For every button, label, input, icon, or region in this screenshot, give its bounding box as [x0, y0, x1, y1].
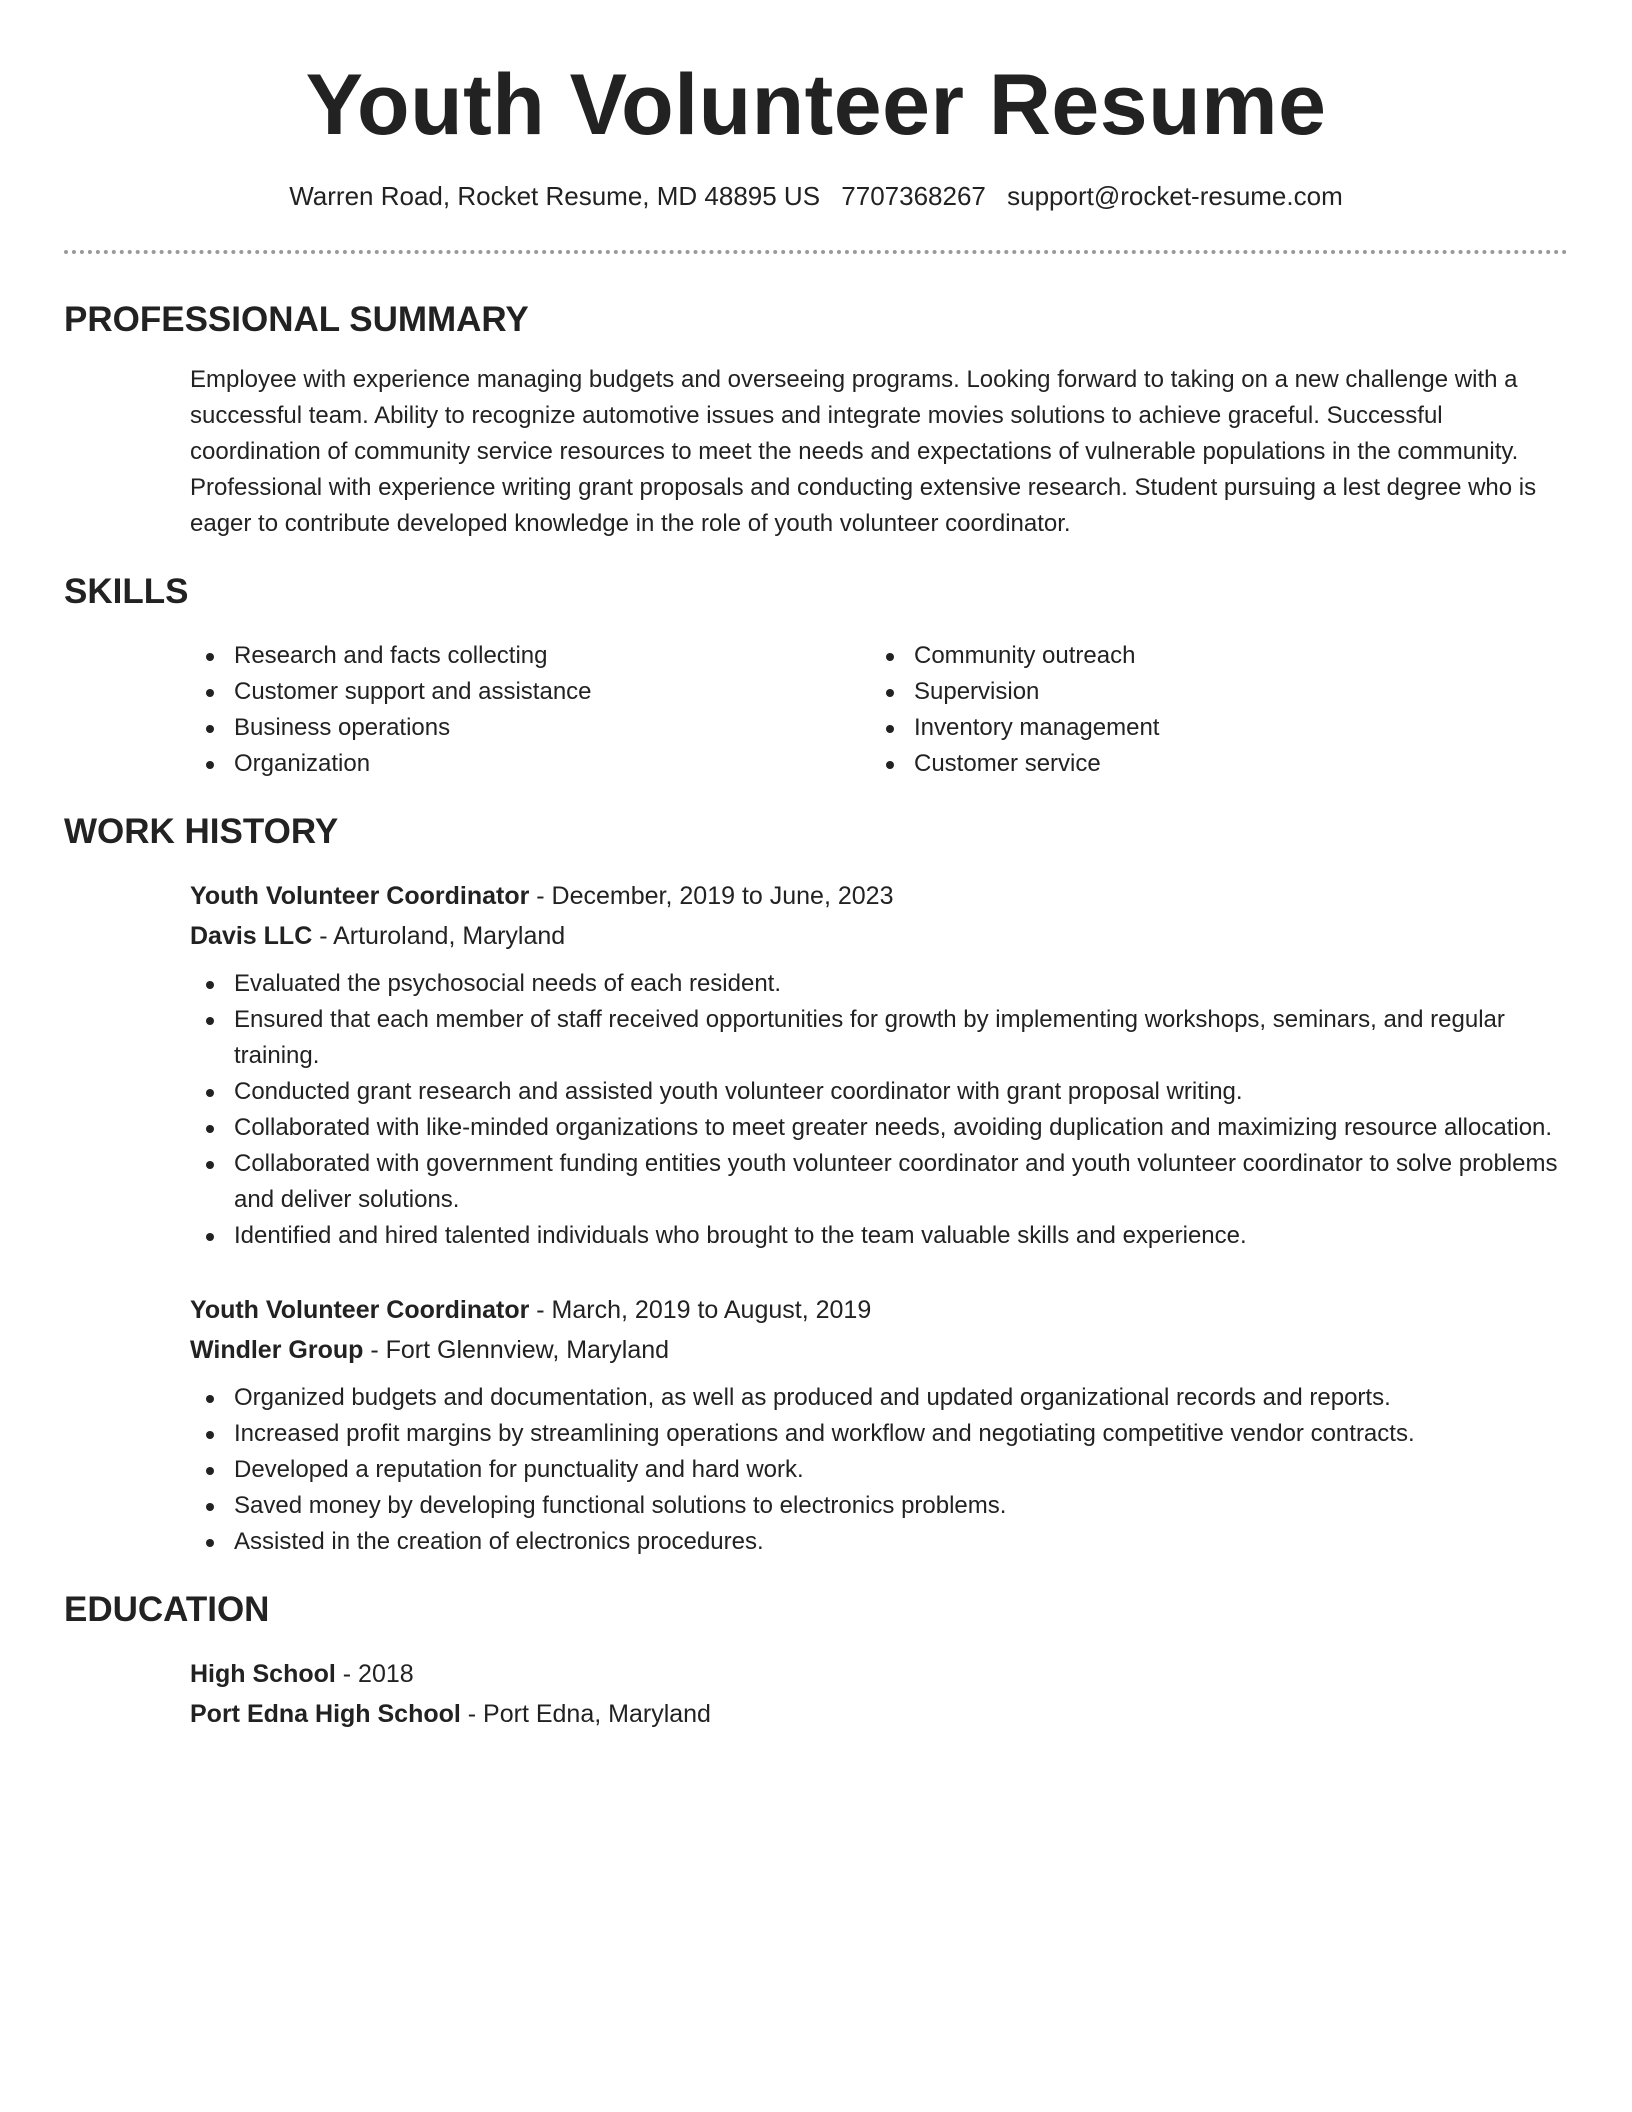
- job-bullet: Ensured that each member of staff received opportunities for growth by implementing workshops, seminars, and regular training.: [190, 1002, 1568, 1074]
- skill-item: Customer service: [870, 746, 1568, 782]
- section-title-summary: PROFESSIONAL SUMMARY: [64, 300, 529, 339]
- education-school: Port Edna High School: [190, 1700, 461, 1728]
- job-title-line: [190, 876, 1568, 916]
- job-entry: [190, 1290, 1568, 1560]
- skill-item: Business operations: [190, 710, 870, 746]
- skill-item: Research and facts collecting: [190, 638, 870, 674]
- education-school-line: [190, 1694, 1568, 1734]
- job-bullet: Collaborated with government funding entities youth volunteer coordinator and youth volunteer coordinator to solve problems and deliver solutions.: [190, 1146, 1568, 1218]
- job-title: Youth Volunteer Coordinator: [190, 1296, 530, 1324]
- summary-text: Employee with experience managing budgets and overseeing programs. Looking forward to taking on a new challenge with a successful team. Ability to recognize automotive issues and integrate movies solutions to achieve graceful. Successful coordination of community service resources to meet the needs and expectations of vulnerable populations in the community. Professional with experience writing grant proposals and conducting extensive research. Student pursuing a lest degree who is eager to contribute developed knowledge in the role of youth volunteer coordinator.: [190, 366, 1537, 537]
- job-location: - Arturoland, Maryland: [312, 922, 566, 950]
- job-company-line: [190, 916, 1568, 956]
- contact-line: [64, 180, 1568, 220]
- section-title-skills: SKILLS: [64, 572, 189, 611]
- skill-item: Inventory management: [870, 710, 1568, 746]
- job-bullet: Increased profit margins by streamlining operations and workflow and negotiating competitive vendor contracts.: [190, 1416, 1568, 1452]
- contact-address: Warren Road, Rocket Resume, MD 48895 US: [289, 181, 821, 211]
- contact-phone: 7707368267: [841, 181, 986, 211]
- job-bullet: Evaluated the psychosocial needs of each resident.: [190, 966, 1568, 1002]
- skills-column-right: [870, 638, 1568, 782]
- skill-item: Organization: [190, 746, 870, 782]
- skill-item: Supervision: [870, 674, 1568, 710]
- job-title: Youth Volunteer Coordinator: [190, 882, 530, 910]
- contact-email: support@rocket-resume.com: [1007, 181, 1343, 211]
- skill-item: Community outreach: [870, 638, 1568, 674]
- job-bullets: [190, 966, 1568, 1254]
- skill-item: Customer support and assistance: [190, 674, 870, 710]
- section-title-education: EDUCATION: [64, 1590, 270, 1629]
- education-degree-line: [190, 1654, 1568, 1694]
- job-title-line: [190, 1290, 1568, 1330]
- job-bullet: Developed a reputation for punctuality and hard work.: [190, 1452, 1568, 1488]
- job-entry: [190, 876, 1568, 1254]
- job-dates: - March, 2019 to August, 2019: [529, 1296, 872, 1324]
- education-entry: [190, 1654, 1568, 1734]
- job-company: Windler Group: [190, 1336, 364, 1364]
- job-bullet: Saved money by developing functional solutions to electronics problems.: [190, 1488, 1568, 1524]
- skills-list: [190, 638, 1568, 782]
- job-bullet: Identified and hired talented individuals who brought to the team valuable skills and experience.: [190, 1218, 1568, 1254]
- job-company: Davis LLC: [190, 922, 313, 950]
- resume-title: Youth Volunteer Resume: [305, 57, 1327, 153]
- job-bullet: Organized budgets and documentation, as well as produced and updated organizational records and reports.: [190, 1380, 1568, 1416]
- job-bullet: Conducted grant research and assisted youth volunteer coordinator with grant proposal writing.: [190, 1074, 1568, 1110]
- education-degree: High School: [190, 1660, 336, 1688]
- job-company-line: [190, 1330, 1568, 1370]
- education-year: - 2018: [335, 1660, 414, 1688]
- job-bullets: [190, 1380, 1568, 1560]
- section-title-work: WORK HISTORY: [64, 812, 339, 851]
- job-dates: - December, 2019 to June, 2023: [529, 882, 894, 910]
- skills-column-left: [190, 638, 870, 782]
- education-location: - Port Edna, Maryland: [460, 1700, 711, 1728]
- job-bullet: Collaborated with like-minded organizations to meet greater needs, avoiding duplication and maximizing resource allocation.: [190, 1110, 1568, 1146]
- header-divider: [64, 250, 1568, 254]
- job-bullet: Assisted in the creation of electronics procedures.: [190, 1524, 1568, 1560]
- job-location: - Fort Glennview, Maryland: [363, 1336, 670, 1364]
